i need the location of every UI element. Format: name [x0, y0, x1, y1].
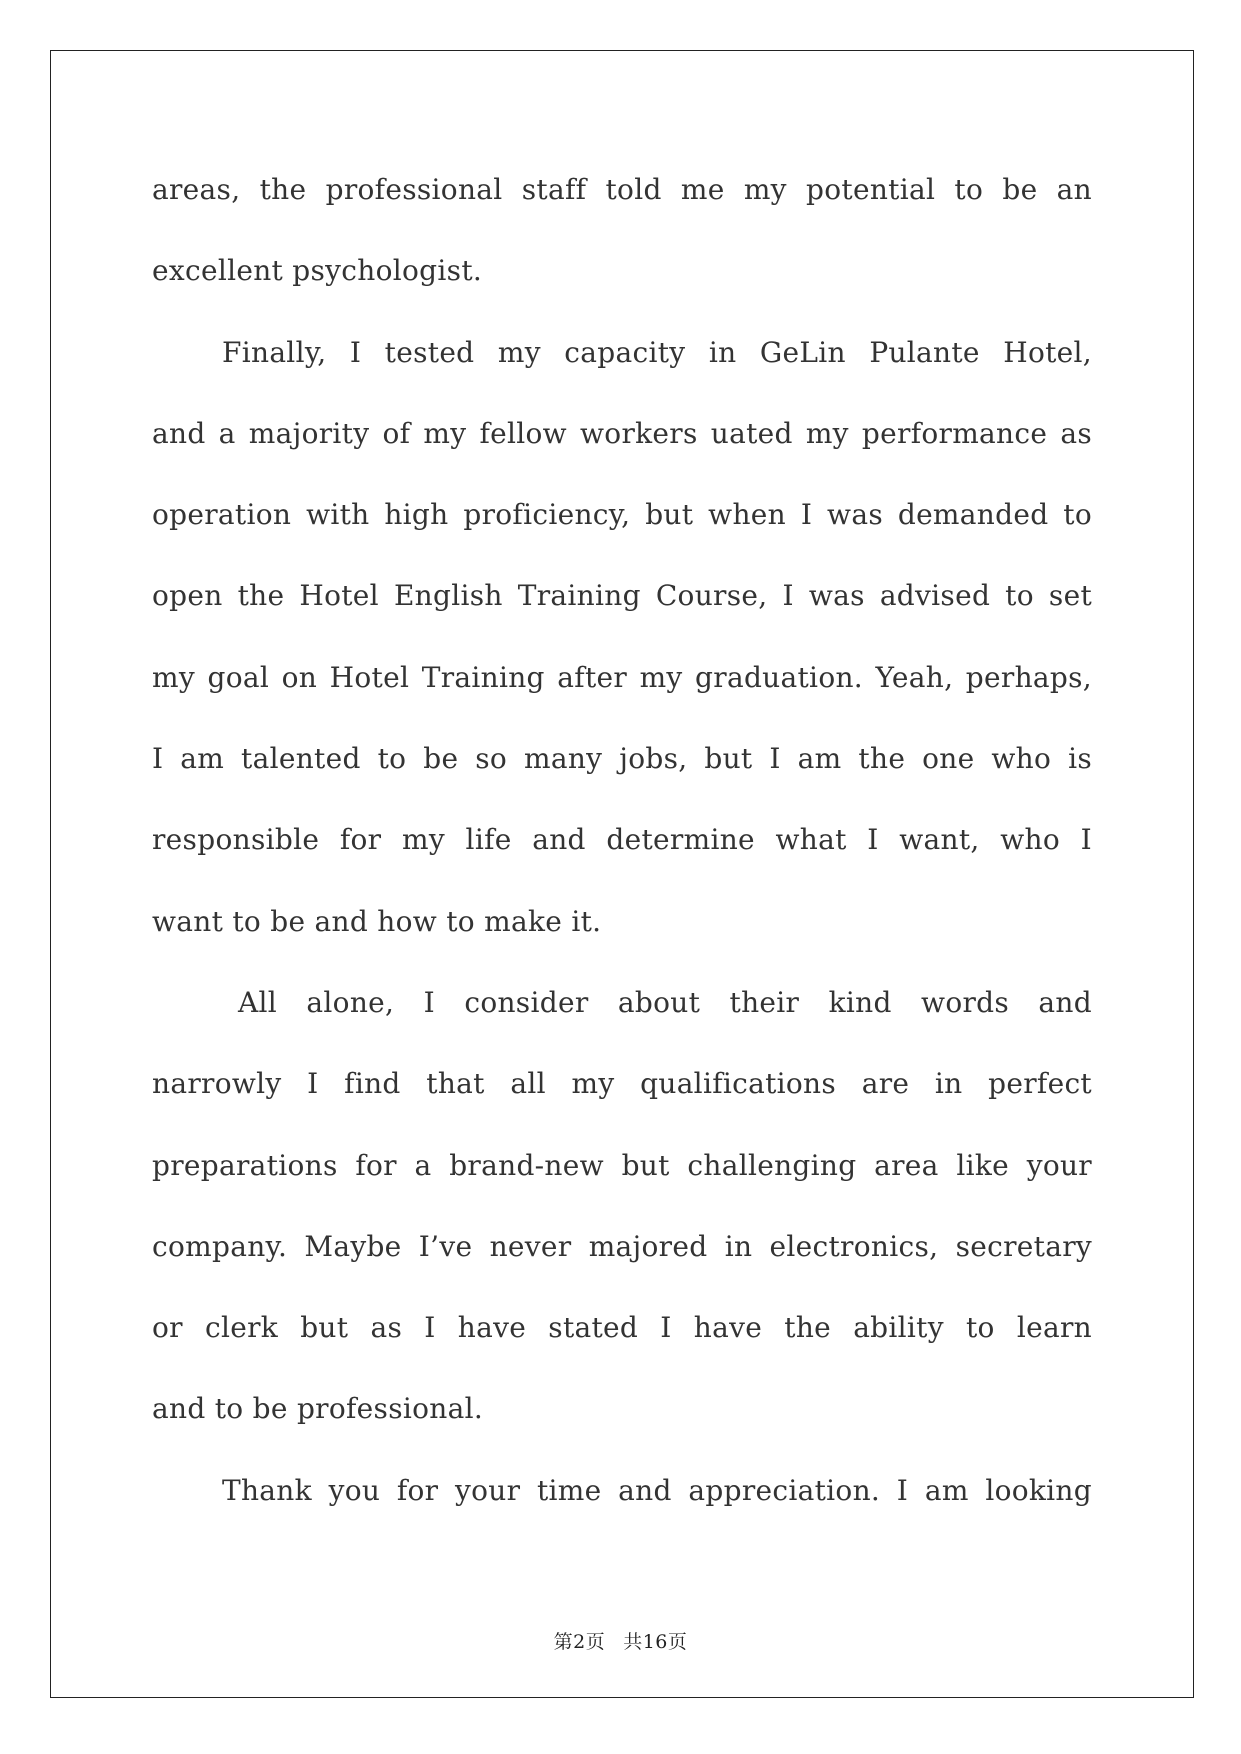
text-line: Finally, I tested my capacity in GeLin Pulante Hotel, — [222, 335, 1092, 369]
text-line: I am talented to be so many jobs, but I am the one who is — [152, 742, 1092, 776]
text-line: and to be professional. — [152, 1392, 484, 1426]
text-line: preparations for a brand-new but challenging area like your — [152, 1148, 1092, 1182]
text-line: areas, the professional staff told me my potential to be an — [152, 173, 1092, 206]
text-line: narrowly I find that all my qualifications are in perfect — [152, 1067, 1092, 1101]
text-line: company. Maybe I’ve never majored in electronics, secretary — [152, 1229, 1092, 1263]
text-line: excellent psychologist. — [152, 254, 483, 288]
text-line: want to be and how to make it. — [152, 904, 602, 938]
text-line: responsible for my life and determine what I want, who I — [152, 823, 1092, 857]
text-line: my goal on Hotel Training after my graduation. Yeah, perhaps, — [152, 660, 1092, 694]
text-line: operation with high proficiency, but when I was demanded to — [152, 498, 1092, 532]
text-line: open the Hotel English Training Course, I was advised to set — [152, 579, 1092, 613]
text-line: and a majority of my fellow workers uated my performance as — [152, 416, 1092, 450]
page-number: 第2页 — [553, 1631, 606, 1653]
page-total: 共16页 — [623, 1631, 688, 1653]
text-line: All alone, I consider about their kind words and — [238, 985, 1092, 1019]
text-line: Thank you for your time and appreciation. I am looking — [222, 1473, 1092, 1507]
page-footer — [0, 1627, 1241, 1654]
text-line: or clerk but as I have stated I have the ability to learn — [152, 1311, 1092, 1345]
document-body — [152, 160, 1092, 1542]
